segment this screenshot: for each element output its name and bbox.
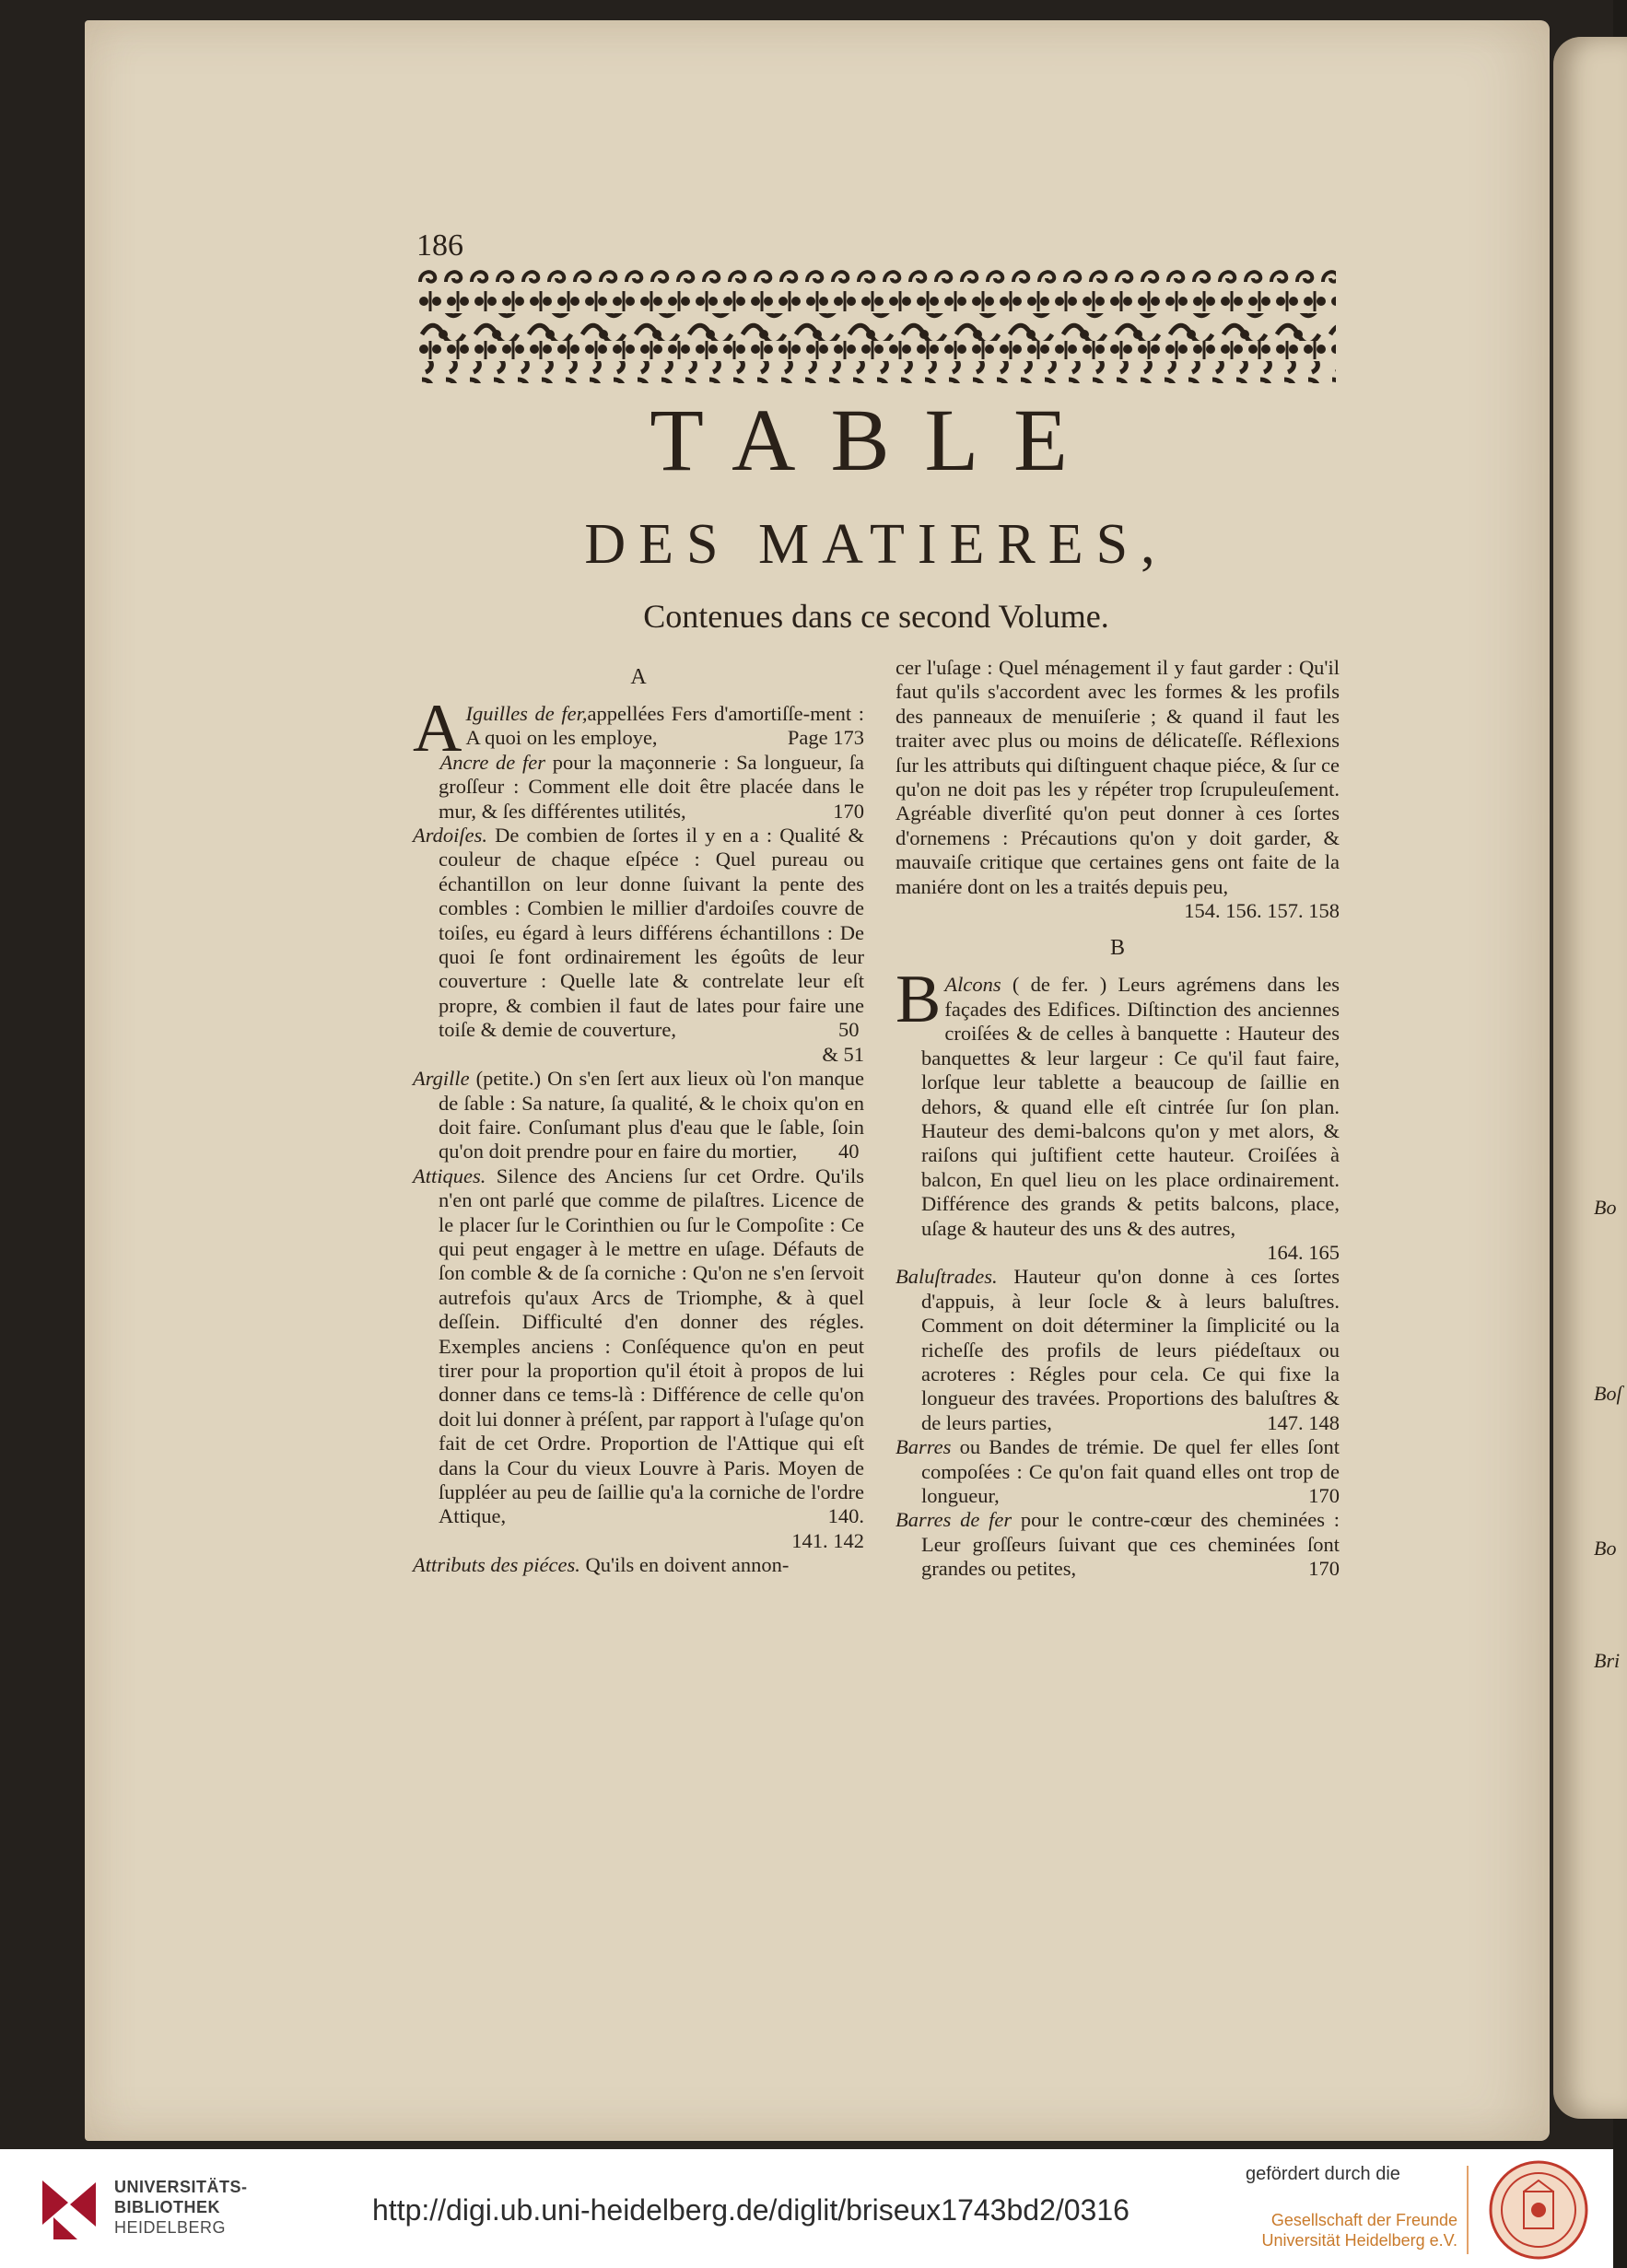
- entry-text: ( de fer. ) Leurs agrémens dans les façades des Edifices. Diſtinction des anciennes croiſées & de celles à banquette : Hauteur des banquettes & leur largeur : Ce qu'il faut faire, lorſque leur tablette a beaucoup de ſaillie en dehors, & quand elle eſt cintrée ſur ſon plan. Hauteur des demi-balcons qu'on y met alors, & raiſons qui juſtifient cette hauteur. Croiſées à balcon, En quel lieu on les place ordinairement. Différence des grands & petits balcons, place, uſage & hauteur des uns & des autres,: [921, 973, 1340, 1240]
- entry-term: Alcons: [944, 973, 1001, 997]
- library-name-line: BIBLIOTHEK: [114, 2198, 220, 2216]
- entry-text: ou Bandes de trémie. De quel fer elles ſont compoſées : Ce qu'on fait quand elles ont trop de longueur,: [921, 1435, 1340, 1507]
- library-logo-icon[interactable]: [37, 2175, 101, 2245]
- entry-text: appellées Fers d'amortiſſe-ment : A quoi on les employe,: [465, 702, 864, 750]
- index-entry: [895, 1508, 1340, 1581]
- library-name[interactable]: [114, 2177, 248, 2238]
- entry-pages-cont: 141. 142: [791, 1528, 864, 1552]
- index-entry: [895, 962, 1340, 1265]
- entry-text: Qu'ils en doivent annon-: [585, 1553, 790, 1577]
- entry-pages: 140.: [827, 1504, 864, 1528]
- sponsor-name-line: Gesellschaft der Freunde: [1270, 2211, 1457, 2229]
- entry-pages: 170: [833, 799, 864, 823]
- entry-pages: 154. 156. 157. 158: [1184, 899, 1340, 923]
- drop-cap: A: [413, 691, 462, 766]
- facing-page-fragment: Boſ: [1594, 1382, 1622, 1405]
- continued-entry: [895, 656, 1340, 923]
- facing-page-fragment: Bo: [1594, 1537, 1617, 1560]
- drop-cap: B: [895, 962, 942, 1038]
- facing-page-fragment: Bo: [1594, 1196, 1617, 1219]
- section-letter: B: [1109, 936, 1125, 961]
- entry-pages: 147. 148: [1267, 1410, 1340, 1434]
- entry-term: Ancre de fer: [439, 750, 545, 774]
- viewer-footer: [0, 2149, 1613, 2268]
- entry-text: (petite.) On s'en ſert aux lieux où l'on manque de ſable : Sa nature, ſa qualité, & le choix qu'on en doit faire. Conſumant plus d'eau que le ſable, ſoin qu'on doit prendre pour en faire du mortier,: [439, 1067, 865, 1163]
- entry-text: Hauteur qu'on donne à ces ſortes d'appuis, à leur ſocle & à leurs baluſtres. Comment on doit déterminer la ſimplicité ou la richeſſe des profils de leurs piédeſtaux ou acroteres : Régles pour cela. Ce qui fixe la longueur des travées. Proportions des baluſtres & de leurs parties,: [921, 1265, 1340, 1434]
- index-entry: Ardoiſes. De combien de ſortes il y en a : Qualité & couleur de chaque eſpéce : Quel pureau ou échantillon on leur donne ſuivant la pente des combles : Combien le millier d'ardoiſes couvre de toiſes, eu égard à leurs différens échantillons : De quoi ſe font ordinairement les égoûts de leur couverture : Quelle late & contrelate leur eſt propre, & combien il faut de lates pour faire une toiſe & demie de couverture, 50 & 51: [413, 824, 865, 1066]
- entry-term: Argille: [413, 1067, 470, 1091]
- title-des-matieres: DES MATIERES,: [584, 513, 1168, 576]
- entry-term: Attributs des piéces.: [413, 1553, 580, 1577]
- sponsor-name[interactable]: [1249, 2210, 1457, 2250]
- entry-text: cer l'uſage : Quel ménagement il y faut garder : Qu'il faut qu'ils s'accordent avec les formes & les profils des panneaux de menuiſerie ; & quand il faut les traiter avec plus ou moins de délicateſſe. Réflexions ſur les attributs qui diſtinguent chaque piéce, & ſur ce qu'on ne doit pas les y répéter trop ſcrupuleuſement. Agréable diverſité qu'on peut donner à ces ſortes d'ornemens : Précautions qu'on y doit garder, & mauvaiſe critique que certaines gens ont faite de la maniére dont on les a traités depuis peu,: [895, 656, 1340, 898]
- right-column: [895, 656, 1340, 1582]
- permalink-url[interactable]: http://digi.ub.uni-heidelberg.de/diglit/briseux1743bd2/0316: [372, 2193, 1130, 2227]
- facing-page-edge: [1553, 37, 1627, 2119]
- left-column: [413, 656, 864, 1578]
- sponsor-label: gefördert durch die: [1246, 2164, 1400, 2184]
- entry-term: Barres: [895, 1435, 952, 1459]
- page-number: 186: [416, 228, 463, 263]
- index-entry: [413, 1164, 864, 1554]
- ornamental-border: [416, 265, 1336, 383]
- entry-term: Baluſtrades.: [895, 1265, 998, 1289]
- entry-text: De combien de ſortes il y en a : Qualité & couleur de chaque eſpéce : Quel pureau ou échantillon on leur donne ſuivant la pente des combles : Combien le millier d'ardoiſes couvre de toiſes, eu égard à leurs différens échantillons : De quoi ſe font ordinairement les égoûts de leur couverture : Quelle late & contrelate leur eſt propre, & combien il faut de lates pour faire une toiſe & demie de couverture,: [439, 824, 865, 1042]
- entry-term: Iguilles de fer,: [465, 702, 588, 725]
- entry-pages: 170: [1308, 1557, 1340, 1581]
- index-entry: [413, 1553, 864, 1577]
- facing-page-fragment: Bri: [1594, 1649, 1621, 1672]
- entry-text: pour le contre-cœur des cheminées : Leur groſſeurs ſuivant que ces cheminées ſont grandes ou petites,: [921, 1508, 1340, 1581]
- sponsor-divider: [1467, 2166, 1469, 2254]
- entry-term: Ardoiſes.: [413, 824, 488, 848]
- subtitle: Contenues dans ce second Volume.: [643, 598, 1109, 635]
- index-entry: [895, 1435, 1340, 1508]
- entry-pages: Page 173: [787, 726, 864, 750]
- entry-pages: 170: [1308, 1484, 1340, 1507]
- entry-term: Attiques.: [413, 1163, 486, 1187]
- library-name-line: UNIVERSITÄTS-: [114, 2178, 248, 2196]
- section-letter: A: [630, 665, 647, 689]
- library-name-line: HEIDELBERG: [114, 2218, 227, 2237]
- index-entry: Argille (petite.) On s'en ſert aux lieux où l'on manque de ſable : Sa nature, ſa qualité, & le choix qu'on en doit faire. Conſumant plus d'eau que le ſable, ſoin qu'on doit prendre pour en faire du mortier, 40: [413, 1067, 865, 1163]
- entry-text: pour la maçonnerie : Sa longueur, ſa groſſeur : Comment elle doit être placée dans le mur, & ſes différentes utilités,: [439, 750, 865, 823]
- index-entry: [413, 751, 864, 824]
- entry-term: Barres de fer: [895, 1508, 1012, 1532]
- title-table: TABLE: [650, 391, 1103, 489]
- entry-pages-cont: & 51: [822, 1042, 864, 1066]
- university-seal-icon[interactable]: [1487, 2158, 1590, 2262]
- entry-text: Silence des Anciens ſur cet Ordre. Qu'ils n'en ont parlé que comme de pilaſtres. Licence de le placer ſur le Corinthien ou ſur le Compoſite : Ce qui peut engager à le mettre en uſage. Défauts de ſon comble & de ſa corniche : Qu'on ne s'en ſervoit autrefois qu'aux Arcs de Triomphe, & à quel deſſein. Difficulté d'en donner des régles. Exemples anciens : Conſéquence qu'on en peut tirer pour la proportion qu'il étoit à propos de lui donner dans ce tems-là : Différence de celle qu'on doit lui donner à préſent, par rapport à l'uſage qu'on fait de cet Ordre. Proportion de l'Attique qui eſt dans la Cour du vieux Louvre à Paris. Moyen de ſuppléer au peu de ſaillie qu'a la corniche de l'ordre Attique,: [439, 1163, 864, 1528]
- index-entry: [895, 1265, 1340, 1435]
- sponsor-name-line: Universität Heidelberg e.V.: [1261, 2231, 1457, 2250]
- entry-pages: 164. 165: [1267, 1240, 1340, 1264]
